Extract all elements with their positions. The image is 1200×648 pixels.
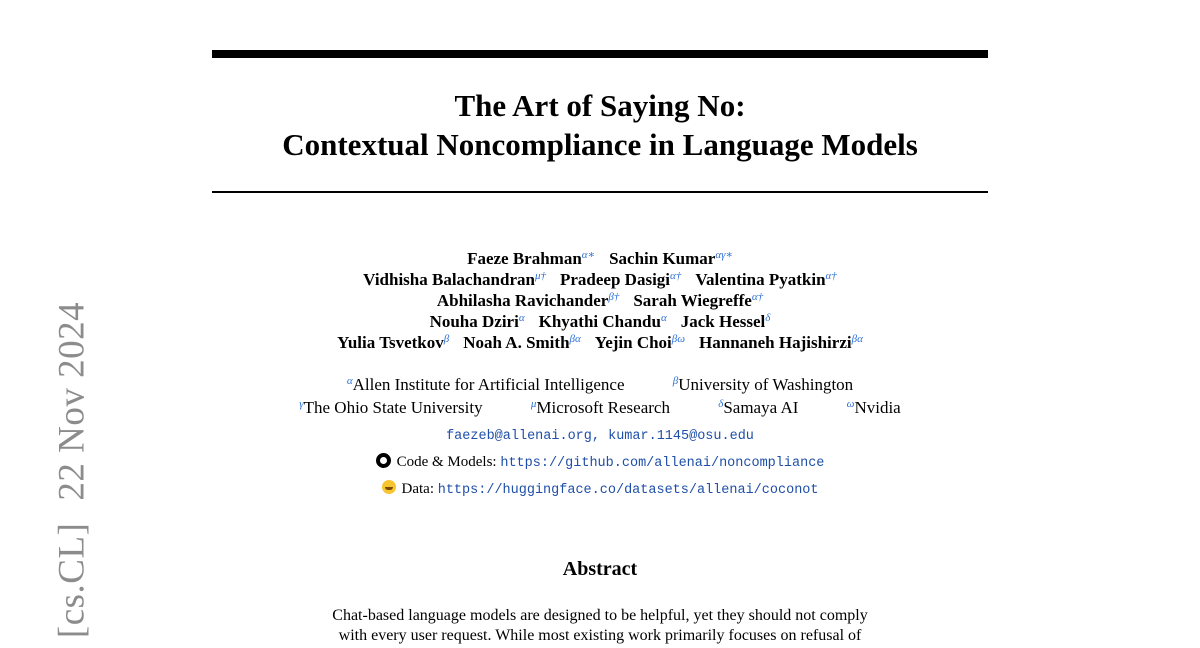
author-row	[200, 311, 1000, 332]
affiliation-marks: δ	[765, 312, 771, 324]
title-line-2: Contextual Noncompliance in Language Models	[282, 127, 918, 162]
abstract-text	[272, 606, 928, 646]
author	[695, 269, 837, 290]
author-name: Sarah Wiegreffe	[633, 291, 752, 310]
affiliation-mark: γ	[299, 398, 304, 410]
affiliation-mark: μ	[530, 398, 537, 410]
affiliation-marks: α†	[825, 270, 837, 282]
arxiv-date: 22 Nov 2024	[51, 301, 93, 501]
affiliation-marks: β†	[608, 291, 620, 303]
author-name: Yejin Choi	[594, 333, 672, 352]
affiliation-marks: α∗	[581, 249, 596, 261]
affiliation-name: Microsoft Research	[536, 398, 670, 417]
affiliation-marks: βα	[851, 333, 863, 345]
affiliation-allen	[347, 373, 625, 396]
arxiv-category: [cs.CL]	[51, 522, 93, 639]
code-label: Code & Models:	[396, 454, 497, 470]
affiliation-mark: ω	[846, 398, 855, 410]
author-list	[200, 248, 1000, 353]
contact-emails[interactable]: faezeb@allenai.org, kumar.1145@osu.edu	[446, 429, 754, 444]
affiliation-marks: αγ∗	[715, 249, 733, 261]
author	[699, 332, 863, 353]
author	[609, 248, 733, 269]
author-name: Khyathi Chandu	[538, 312, 661, 331]
affiliation-marks: α	[660, 312, 667, 324]
affiliation-samaya	[718, 396, 798, 419]
author	[337, 332, 449, 353]
affiliation-osu	[299, 396, 482, 419]
data-link-row	[200, 479, 1000, 501]
affiliation-marks: βα	[569, 333, 581, 345]
affiliation-mark: α	[346, 375, 353, 387]
data-url-link[interactable]: https://huggingface.co/datasets/allenai/coconot	[437, 483, 819, 498]
title-line-1: The Art of Saying No:	[454, 88, 746, 123]
affiliation-row-1	[200, 373, 1000, 396]
author-row	[200, 290, 1000, 311]
affiliation-mark: δ	[718, 398, 724, 410]
author-row	[200, 269, 1000, 290]
affiliation-name: University of Washington	[678, 375, 854, 394]
affiliation-name: Allen Institute for Artificial Intelligence	[352, 375, 625, 394]
author	[560, 269, 681, 290]
affiliation-uw	[673, 373, 853, 396]
author	[437, 290, 619, 311]
code-link-row	[200, 452, 1000, 474]
author-name: Nouha Dziri	[429, 312, 519, 331]
affiliation-marks: α†	[670, 270, 682, 282]
author-name: Sachin Kumar	[609, 249, 716, 268]
paper-title	[212, 86, 988, 164]
author-name: Abhilasha Ravichander	[436, 291, 609, 310]
author	[467, 248, 595, 269]
affiliation-nvidia	[847, 396, 901, 419]
arxiv-sidebar-stamp	[51, 302, 94, 638]
author-row	[200, 332, 1000, 353]
author	[430, 311, 525, 332]
author	[463, 332, 581, 353]
author	[681, 311, 771, 332]
affiliation-name: The Ohio State University	[303, 398, 483, 417]
github-icon	[376, 453, 391, 468]
author-name: Vidhisha Balachandran	[363, 270, 535, 289]
author-name: Valentina Pyatkin	[695, 270, 826, 289]
title-bottom-rule	[212, 191, 988, 193]
abstract-line-2: with every user request. While most existing work primarily focuses on refusal of	[338, 627, 862, 644]
author-name: Jack Hessel	[680, 312, 766, 331]
author-row	[200, 248, 1000, 269]
author-name: Pradeep Dasigi	[560, 270, 671, 289]
author-name: Noah A. Smith	[463, 333, 570, 352]
author	[539, 311, 667, 332]
author	[363, 269, 546, 290]
affiliation-marks: βω	[671, 333, 686, 345]
affiliation-marks: μ†	[534, 270, 546, 282]
author-name: Faeze Brahman	[467, 249, 582, 268]
author	[595, 332, 685, 353]
author	[633, 290, 763, 311]
author-name: Yulia Tsvetkov	[337, 333, 444, 352]
affiliation-marks: α†	[751, 291, 764, 303]
huggingface-icon	[382, 480, 396, 494]
data-label: Data:	[401, 481, 434, 497]
affiliation-name: Samaya AI	[723, 398, 799, 417]
abstract-line-1: Chat-based language models are designed to be helpful, yet they should not comply	[332, 607, 868, 624]
abstract-heading: Abstract	[562, 558, 638, 580]
affiliation-marks: β	[443, 333, 450, 345]
author-name: Hannaneh Hajishirzi	[699, 333, 852, 352]
affiliation-microsoft	[531, 396, 670, 419]
affiliation-mark: β	[672, 375, 679, 387]
affiliation-marks: α	[518, 312, 525, 324]
title-top-rule	[212, 50, 988, 58]
affiliation-row-2	[200, 396, 1000, 419]
affiliation-name: Nvidia	[854, 398, 901, 417]
code-url-link[interactable]: https://github.com/allenai/noncompliance	[500, 456, 825, 471]
affiliations	[200, 373, 1000, 419]
